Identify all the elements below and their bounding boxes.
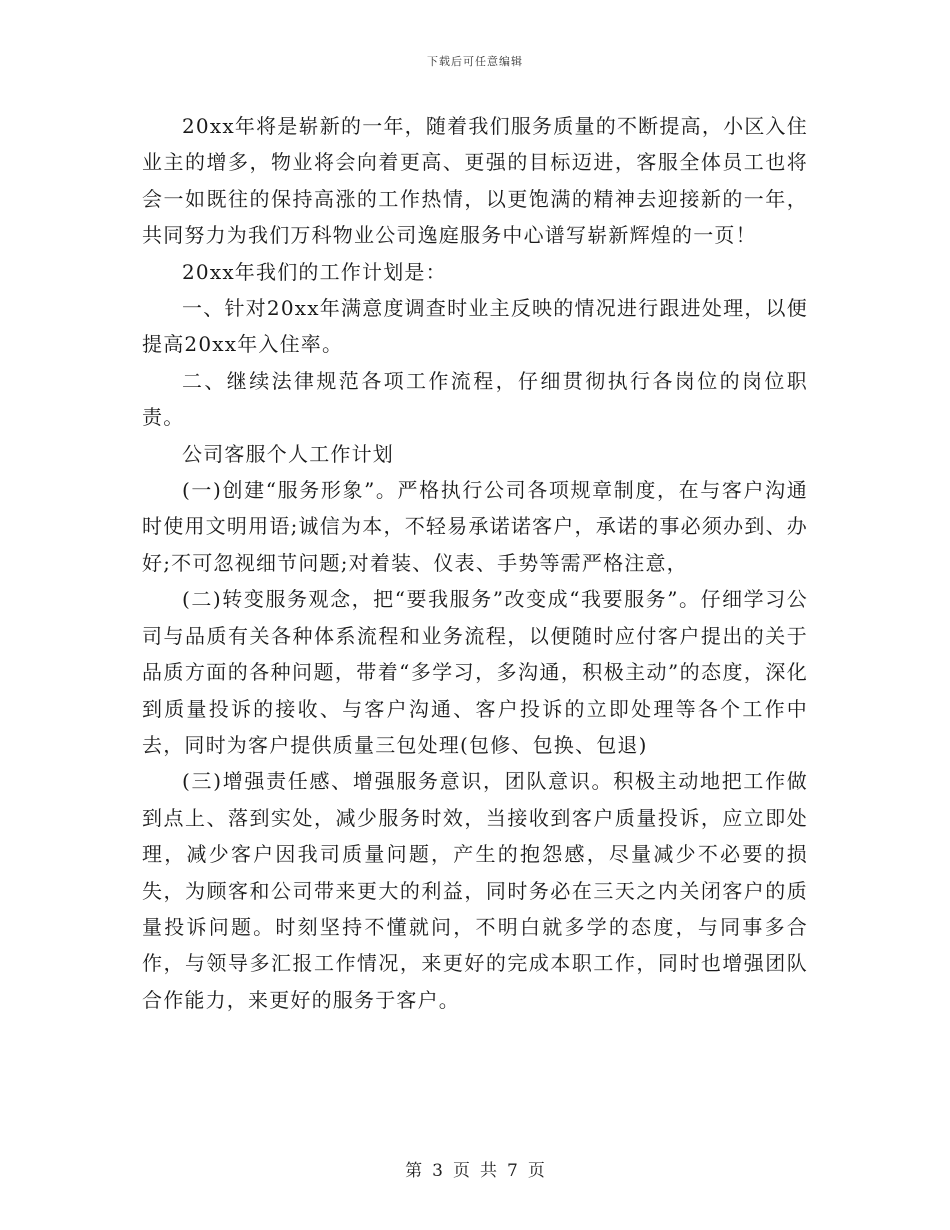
footer-label-total: 共 [480,1161,497,1181]
document-body [142,108,808,1018]
paragraph-intro: 20xx年将是崭新的一年，随着我们服务质量的不断提高，小区入住业主的增多，物业将会向着更高、更强的目标迈进，客服全体员工也将会一如既往的保持高涨的工作热情，以更饱满的精神去迎接新的一年，共同努力为我们万科物业公司逸庭服务中心谱写崭新辉煌的一页！ [142,114,808,248]
page-header: 下载后可任意编辑 [427,55,523,68]
footer-label-unit-end: 页 [527,1161,545,1181]
footer-label-unit: 页 [453,1161,470,1181]
paragraph-point-three: (三)增强责任感、增强服务意识，团队意识。积极主动地把工作做到点上、落到实处，减少服务时效，当接收到客户质量投诉，应立即处理，减少客户因我司质量问题，产生的抱怨感，尽量减少不必要的损失，为顾客和公司带来更大的利益，同时务必在三天之内关闭客户的质量投诉问题。时刻坚持不懂就问，不明白就多学的态度，与同事多合作，与领导多汇报工作情况，来更好的完成本职工作，同时也增强团队合作能力，来更好的服务于客户。 [142,769,808,1012]
page-footer [0,1156,950,1181]
section-title: 公司客服个人工作计划 [182,441,394,466]
paragraph-item-two: 二、继续法律规范各项工作流程，仔细贯彻执行各岗位的岗位职责。 [142,368,808,430]
paragraph-point-one: (一)创建“服务形象”。严格执行公司各项规章制度，在与客户沟通时使用文明用语;诚信为本，不轻易承诺诺客户，承诺的事必须办到、办好;不可忽视细节问题;对着装、仪表、手势等需严格注意， [142,478,808,575]
paragraph-plan-heading: 20xx年我们的工作计划是： [182,259,447,284]
footer-total-pages: 7 [507,1161,518,1181]
paragraph-item-one: 一、针对20xx年满意度调查时业主反映的情况进行跟进处理，以便提高20xx年入住率。 [142,296,808,357]
footer-current-page: 3 [432,1161,443,1181]
footer-label-page: 第 [405,1161,423,1181]
paragraph-point-two: (二)转变服务观念，把“要我服务”改变成“我要服务”。仔细学习公司与品质有关各种体系流程和业务流程，以便随时应付客户提出的关于品质方面的各种问题，带着“多学习，多沟通，积极主动”的态度，深化到质量投诉的接收、与客户沟通、客户投诉的立即处理等各个工作中去，同时为客户提供质量三包处理(包修、包换、包退) [142,587,808,757]
